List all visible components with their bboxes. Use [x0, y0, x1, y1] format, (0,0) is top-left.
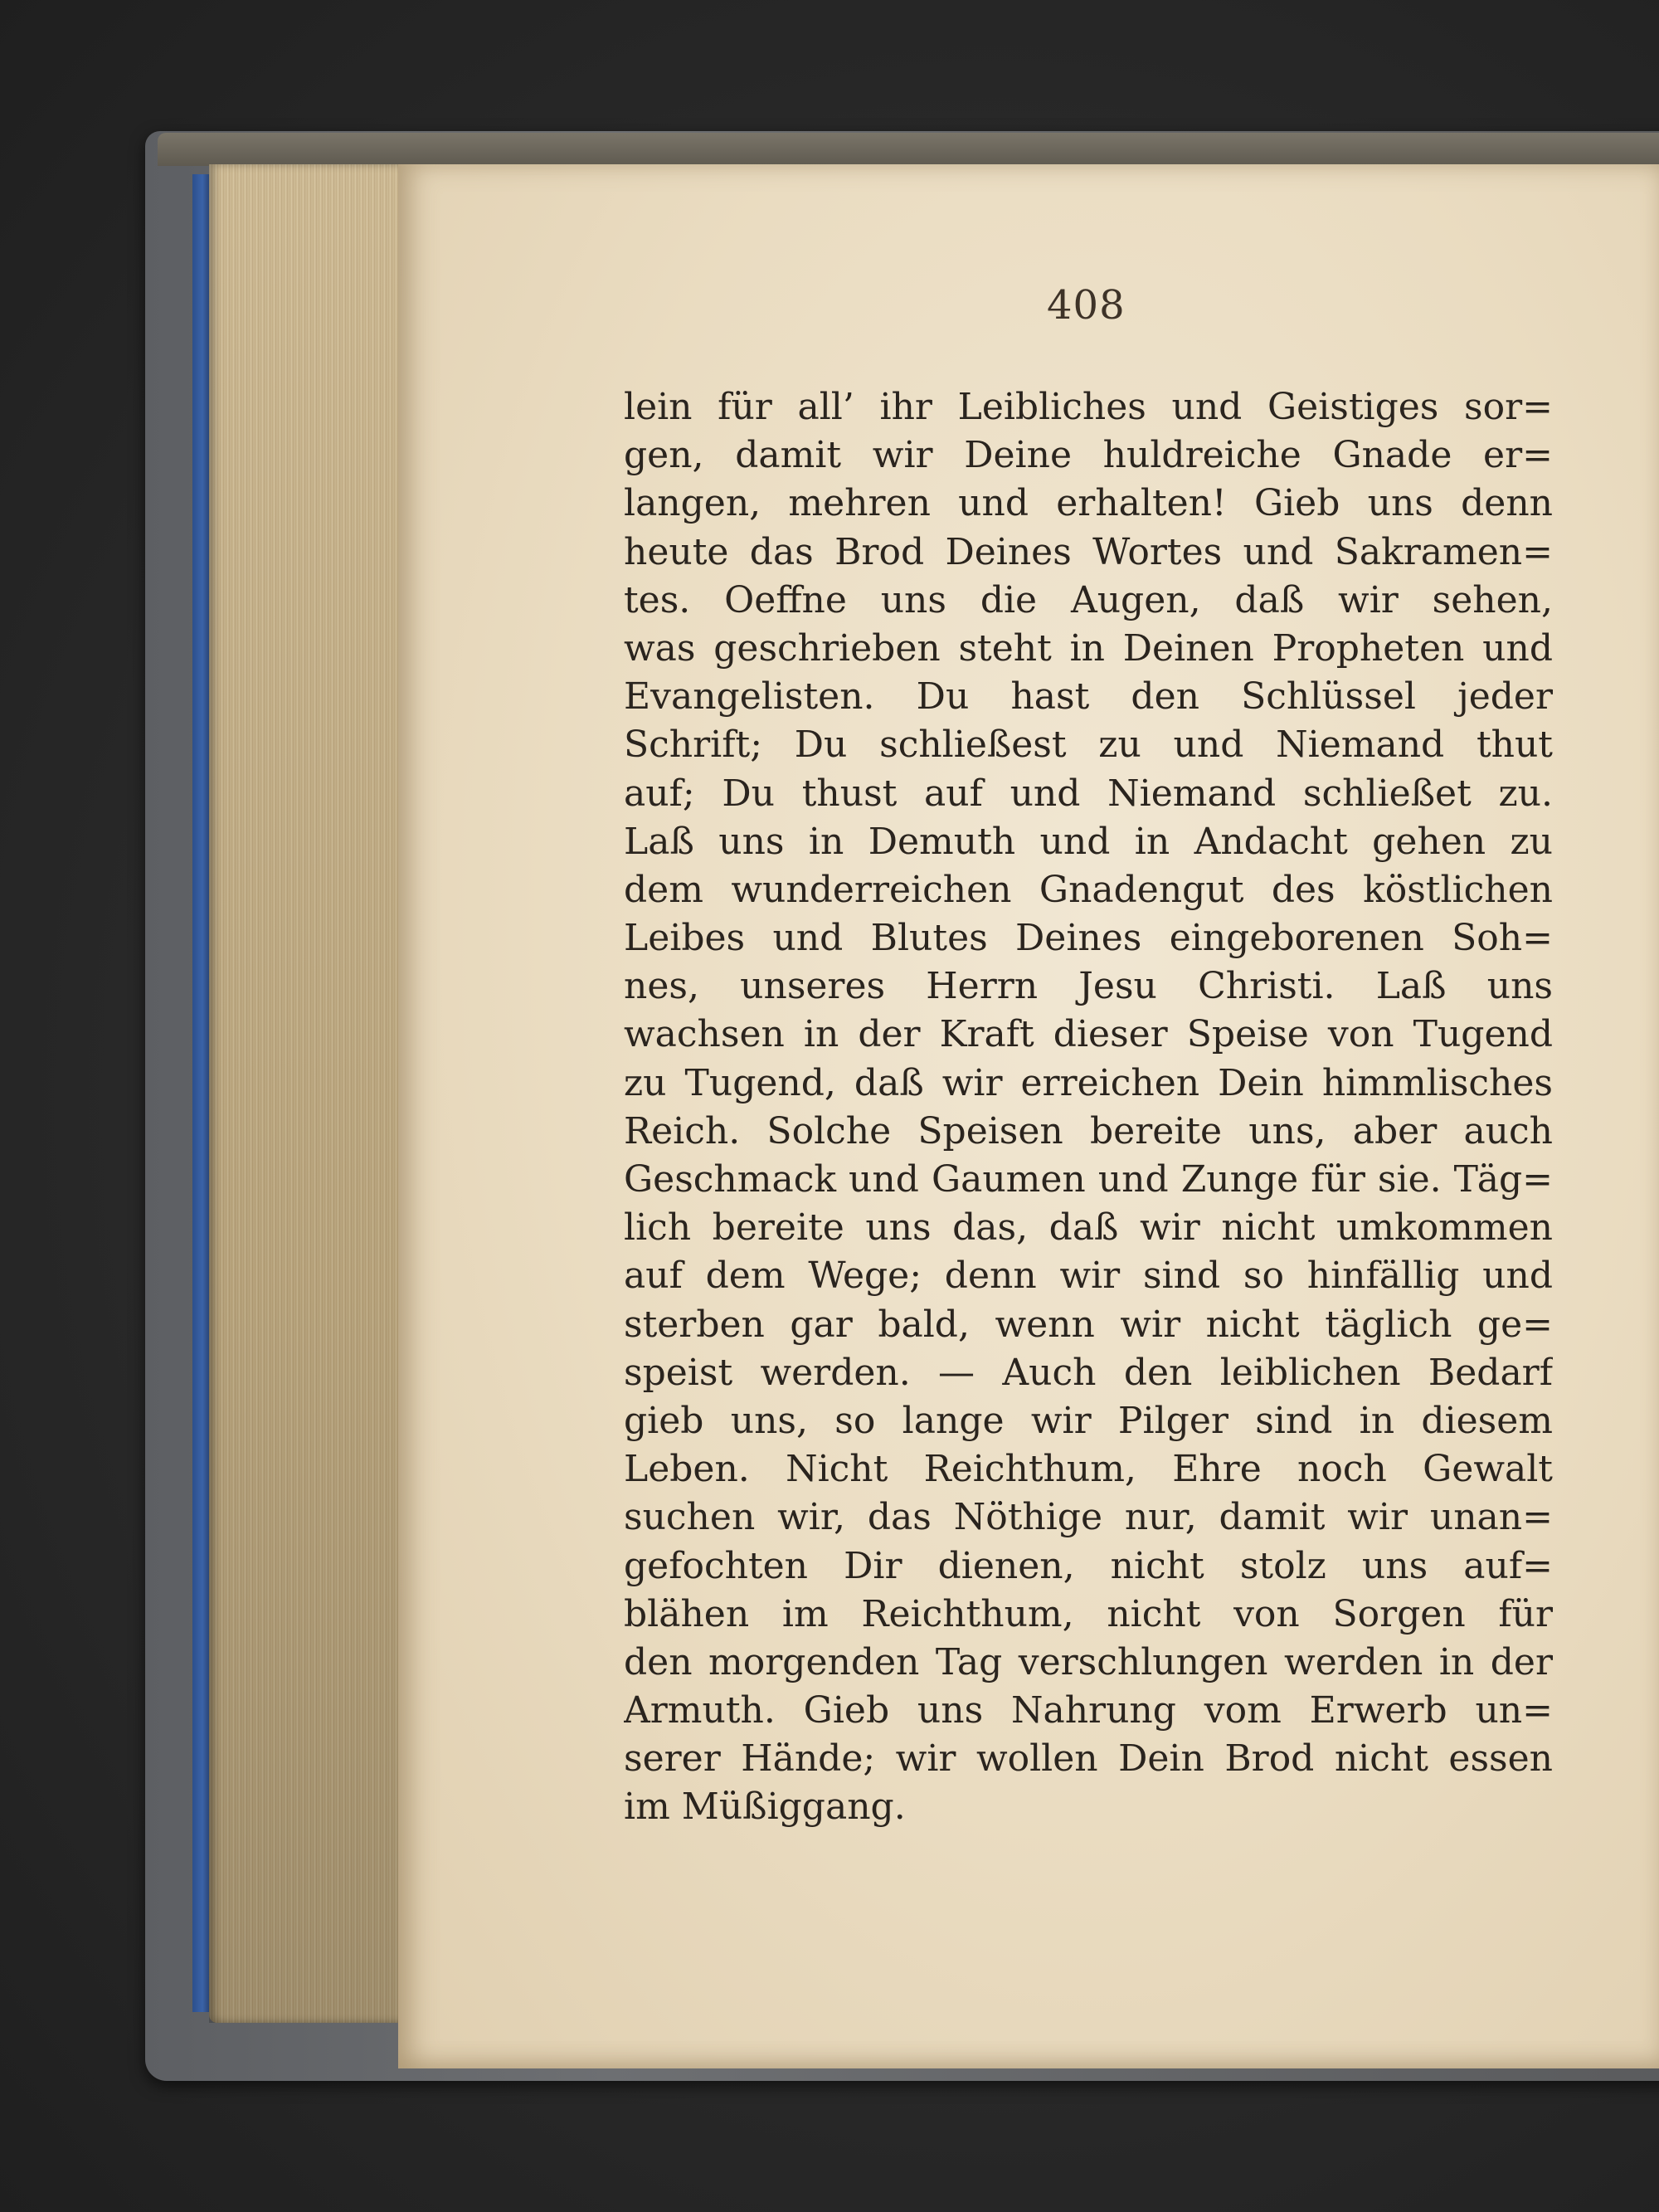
text-line: langen, mehren und erhalten! Gieb uns denn [624, 482, 1553, 525]
text-line: tes. Oeffne uns die Augen, daß wir sehen, [624, 578, 1553, 621]
text-line: Geschmack und Gaumen und Zunge für sie. Täg= [624, 1158, 1553, 1201]
text-line: blähen im Reichthum, nicht von Sorgen für [624, 1592, 1553, 1635]
text-line: heute das Brod Deines Wortes und Sakramen= [624, 530, 1553, 573]
text-line: dem wunderreichen Gnadengut des köstlichen [624, 868, 1553, 911]
text-line: Schrift; Du schließest zu und Niemand thut [624, 724, 1553, 767]
page-number: 408 [1047, 282, 1126, 329]
text-line: serer Hände; wir wollen Dein Brod nicht essen [624, 1737, 1553, 1781]
text-line: gieb uns, so lange wir Pilger sind in diesem [624, 1399, 1553, 1442]
text-line: suchen wir, das Nöthige nur, damit wir unan= [624, 1496, 1553, 1539]
text-line: nes, unseres Herrn Jesu Christi. Laß uns [624, 965, 1553, 1008]
text-line: im Müßiggang. [624, 1786, 906, 1829]
text-line: wachsen in der Kraft dieser Speise von Tugend [624, 1013, 1553, 1056]
text-line: auf dem Wege; denn wir sind so hinfällig und [624, 1255, 1553, 1298]
text-line: Leben. Nicht Reichthum, Ehre noch Gewalt [624, 1448, 1553, 1491]
text-line: Evangelisten. Du hast den Schlüssel jeder [624, 675, 1553, 719]
text-line: lein für all’ ihr Leibliches und Geistiges sor= [624, 386, 1553, 428]
text-line: sterben gar bald, wenn wir nicht täglich ge= [624, 1303, 1553, 1346]
text-line: speist werden. — Auch den leiblichen Bedarf [624, 1351, 1553, 1394]
page-text [624, 383, 1553, 1832]
text-line: gefochten Dir dienen, nicht stolz uns auf= [624, 1544, 1553, 1587]
book-blue-edge [192, 174, 209, 2012]
text-line: Reich. Solche Speisen bereite uns, aber auch [624, 1109, 1553, 1152]
text-line: Laß uns in Demuth und in Andacht gehen zu [624, 820, 1553, 863]
text-line: den morgenden Tag verschlungen werden in der [624, 1640, 1553, 1683]
page-fore-edges [209, 164, 412, 2023]
text-line: gen, damit wir Deine huldreiche Gnade er= [624, 434, 1553, 477]
text-line: lich bereite uns das, daß wir nicht umkommen [624, 1206, 1553, 1250]
text-line: Leibes und Blutes Deines eingeborenen Soh= [624, 917, 1553, 960]
book-cover-top-edge [158, 133, 1659, 166]
text-line: Armuth. Gieb uns Nahrung vom Erwerb un= [624, 1689, 1553, 1732]
text-line: auf; Du thust auf und Niemand schließet zu. [624, 772, 1553, 815]
text-line: zu Tugend, daß wir erreichen Dein himmlisches [624, 1061, 1553, 1104]
text-line: was geschrieben steht in Deinen Propheten und [624, 626, 1553, 670]
